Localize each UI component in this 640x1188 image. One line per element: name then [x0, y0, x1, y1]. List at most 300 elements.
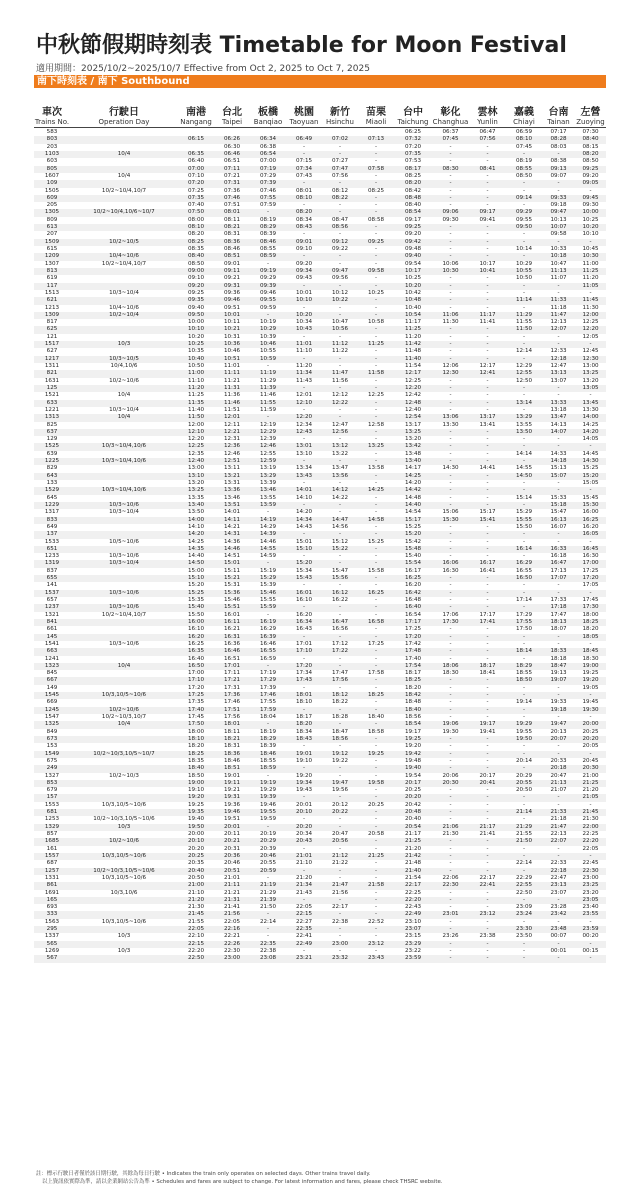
cell-tainan: -	[557, 640, 560, 647]
cell-yunlin: -	[486, 275, 489, 282]
cell-banqiao: 15:29	[259, 575, 277, 582]
cell-taipei: 08:11	[223, 216, 241, 223]
cell-zuoying: 12:05	[582, 333, 599, 340]
cell-taoyuan: 18:43	[295, 735, 313, 742]
cell-taoyuan: 17:01	[295, 640, 313, 647]
cell-banqiao: 18:46	[259, 750, 277, 757]
cell-tainan: 18:18	[550, 655, 567, 662]
cell-taoyuan: 13:10	[295, 450, 313, 457]
cell-miaoli: -	[374, 253, 378, 260]
cell-banqiao: 07:59	[259, 202, 277, 209]
cell-changhua: -	[449, 940, 452, 947]
cell-taipei: 18:36	[223, 750, 241, 757]
cell-tainan: -	[557, 180, 560, 187]
cell-operation-day: 10/3~10/6	[109, 640, 139, 647]
cell-tainan: -	[557, 282, 560, 289]
table-row	[34, 846, 606, 853]
cell-nangang: 11:10	[187, 377, 205, 384]
cell-taipei: 14:31	[223, 531, 241, 538]
cell-nangang: 11:40	[187, 406, 205, 413]
cell-miaoli: -	[374, 260, 378, 267]
cell-chiayi: 09:29	[515, 209, 533, 216]
cell-yunlin: 16:17	[479, 560, 496, 567]
cell-miaoli: -	[374, 458, 378, 465]
cell-taipei: 08:31	[223, 231, 241, 238]
cell-chiayi: -	[522, 304, 526, 311]
cell-operation-day: 10/2~10/4,10/7	[101, 611, 147, 618]
cell-train-no: 1229	[44, 501, 60, 508]
cell-nangang: 21:45	[187, 911, 205, 918]
cell-chiayi: -	[522, 187, 526, 194]
cell-nangang: 07:50	[187, 209, 205, 216]
cell-banqiao: 14:19	[259, 516, 277, 523]
cell-changhua: 12:06	[442, 363, 459, 369]
cell-taipei: 09:51	[223, 304, 241, 311]
cell-yunlin: -	[486, 348, 489, 355]
cell-train-no: 1685	[44, 838, 60, 845]
cell-operation-day: 10/2~10/4	[109, 311, 139, 318]
cell-miaoli: -	[374, 904, 378, 911]
cell-train-no: 645	[46, 494, 58, 501]
cell-zuoying: 08:20	[582, 150, 599, 157]
cell-taipei: 19:46	[223, 809, 241, 816]
cell-nangang: 22:50	[187, 955, 205, 962]
cell-taipei: 21:56	[223, 911, 241, 918]
table-row	[34, 495, 606, 502]
cell-nangang: 16:25	[187, 640, 205, 647]
cell-banqiao: 09:39	[259, 282, 277, 289]
cell-changhua: -	[449, 538, 452, 545]
cell-operation-day: 10/3~10/4,10/6	[101, 443, 147, 450]
cell-taipei: 13:31	[223, 480, 241, 486]
cell-taichung: 11:25	[404, 326, 422, 333]
cell-changhua: -	[449, 896, 452, 903]
cell-zuoying: 19:00	[582, 662, 599, 669]
table-row	[34, 546, 606, 553]
cell-changhua: -	[449, 231, 452, 238]
cell-taoyuan: -	[302, 436, 306, 443]
cell-banqiao: 19:46	[259, 801, 277, 808]
cell-changhua: -	[449, 428, 452, 435]
cell-chiayi: 16:14	[515, 545, 533, 552]
header-train-no-en: Trains No.	[34, 118, 70, 126]
table-row	[34, 948, 606, 955]
table-row	[34, 531, 606, 538]
cell-taichung: 22:43	[404, 904, 422, 911]
cell-yunlin: -	[486, 684, 489, 691]
cell-chiayi: 10:55	[515, 267, 533, 274]
cell-tainan: -	[557, 487, 560, 494]
cell-changhua: 19:06	[442, 721, 459, 728]
cell-tainan: 13:18	[550, 406, 567, 413]
cell-taipei: 13:46	[223, 494, 241, 501]
cell-changhua: -	[449, 735, 452, 742]
header-taoyuan	[286, 107, 322, 127]
cell-taipei: 21:41	[223, 904, 241, 911]
cell-yunlin: -	[486, 852, 489, 859]
cell-zuoying: 19:05	[582, 684, 599, 691]
cell-taoyuan: 14:43	[295, 523, 313, 530]
cell-zuoying: 00:15	[582, 948, 599, 954]
cell-train-no: 667	[46, 677, 58, 684]
cell-taoyuan: -	[302, 794, 306, 801]
header-miaoli-zh: 苗栗	[366, 107, 386, 118]
cell-miaoli: 19:58	[367, 779, 385, 786]
cell-chiayi: 20:55	[515, 779, 533, 786]
cell-tainan: 19:47	[550, 721, 567, 728]
cell-train-no: 157	[46, 794, 58, 801]
cell-banqiao: 21:29	[259, 889, 277, 896]
cell-train-no: 109	[46, 180, 58, 187]
cell-yunlin: -	[486, 692, 489, 699]
cell-banqiao: -	[266, 414, 270, 421]
cell-nangang: 18:35	[187, 757, 205, 764]
cell-nangang: 14:35	[187, 545, 205, 552]
cell-nangang: 20:50	[187, 874, 205, 881]
cell-taichung: 19:20	[404, 743, 422, 750]
cell-banqiao: 08:55	[259, 246, 277, 252]
cell-miaoli: -	[374, 765, 378, 772]
cell-zuoying: 08:50	[582, 158, 599, 165]
cell-zuoying: 15:45	[582, 494, 599, 501]
header-yunlin-en: Yunlin	[477, 118, 498, 126]
cell-yunlin: 23:38	[479, 933, 496, 940]
cell-zuoying: 10:45	[582, 246, 599, 252]
cell-miaoli: -	[374, 509, 378, 516]
cell-taichung: 17:48	[404, 648, 422, 655]
cell-chiayi: 08:19	[515, 158, 533, 165]
header-yunlin	[469, 107, 506, 127]
cell-zuoying: 21:45	[582, 809, 599, 816]
cell-train-no: 1327	[44, 772, 60, 779]
cell-train-no: 651	[46, 545, 58, 552]
cell-train-no: 1513	[44, 289, 60, 296]
cell-chiayi: -	[522, 392, 526, 399]
cell-tainan: 09:13	[550, 165, 567, 172]
cell-changhua: -	[449, 450, 452, 457]
cell-taoyuan: 19:34	[295, 779, 313, 786]
table-row	[34, 707, 606, 714]
header-tainan-zh: 台南	[548, 107, 569, 118]
cell-hsinchu: 12:56	[331, 428, 349, 435]
cell-train-no: 615	[46, 246, 58, 252]
cell-banqiao: 12:55	[259, 450, 277, 457]
cell-taipei: 17:51	[223, 706, 241, 713]
cell-chiayi: -	[522, 355, 526, 362]
cell-miaoli: -	[374, 611, 378, 618]
cell-chiayi: 08:50	[515, 172, 533, 179]
cell-changhua: -	[449, 816, 452, 823]
cell-yunlin: 18:17	[479, 662, 496, 669]
cell-taichung: 18:54	[404, 721, 422, 728]
table-row	[34, 685, 606, 692]
cell-train-no: 145	[46, 633, 58, 640]
cell-nangang: 21:00	[187, 882, 205, 889]
cell-operation-day: 10/3~10/6	[109, 501, 139, 508]
cell-hsinchu: 15:47	[331, 567, 349, 574]
cell-hsinchu: 19:22	[331, 757, 349, 764]
cell-taichung: 20:48	[404, 809, 422, 816]
cell-chiayi: 12:55	[515, 370, 533, 377]
cell-chiayi: 11:14	[515, 297, 533, 304]
cell-taipei: 07:21	[223, 172, 241, 179]
cell-taoyuan: 12:01	[295, 392, 313, 399]
cell-changhua: -	[449, 750, 452, 757]
cell-train-no: 1253	[44, 816, 60, 823]
cell-taichung: 16:20	[404, 582, 422, 589]
cell-nangang: 22:10	[187, 933, 205, 940]
cell-tainan: 11:07	[550, 275, 567, 282]
cell-operation-day: 10/3	[117, 341, 131, 348]
cell-chiayi: 13:50	[515, 428, 533, 435]
cell-miaoli: -	[374, 143, 378, 150]
table-row	[34, 612, 606, 619]
cell-zuoying: 10:30	[582, 253, 599, 260]
cell-operation-day: 10/3~10/6	[109, 604, 139, 611]
cell-tainan: -	[557, 392, 560, 399]
cell-banqiao: 10:39	[259, 333, 277, 340]
header-operation-day-zh: 行駛日	[109, 107, 139, 118]
cell-taipei: 17:01	[223, 662, 241, 669]
cell-train-no: 153	[46, 743, 58, 750]
cell-banqiao: 19:55	[259, 809, 277, 816]
cell-hsinchu: 10:22	[331, 297, 349, 304]
cell-yunlin: -	[486, 158, 489, 165]
cell-banqiao: 07:55	[259, 194, 277, 201]
cell-tainan: 20:13	[550, 728, 567, 735]
cell-yunlin: 12:41	[479, 370, 496, 377]
cell-miaoli: -	[374, 684, 378, 691]
cell-miaoli: 15:25	[367, 538, 385, 545]
cell-train-no: 149	[46, 684, 58, 691]
cell-nangang: 09:40	[187, 304, 205, 311]
cell-yunlin: -	[486, 582, 489, 589]
cell-tainan: 13:33	[550, 399, 567, 406]
table-row	[34, 868, 606, 875]
cell-banqiao: 11:59	[259, 406, 277, 413]
cell-zuoying: -	[589, 750, 592, 757]
cell-nangang: 07:10	[187, 172, 205, 179]
cell-hsinchu: 17:22	[331, 648, 349, 655]
cell-miaoli: -	[374, 494, 378, 501]
cell-taoyuan: -	[302, 355, 306, 362]
cell-taichung: 10:40	[404, 304, 422, 311]
cell-tainan: 17:47	[550, 611, 567, 618]
cell-yunlin: -	[486, 889, 489, 896]
cell-yunlin: -	[486, 333, 489, 340]
cell-yunlin: -	[486, 655, 489, 662]
cell-nangang: 17:40	[187, 706, 205, 713]
cell-taichung: 21:42	[404, 852, 422, 859]
cell-train-no: 1549	[44, 750, 60, 757]
cell-taoyuan: -	[302, 948, 306, 954]
cell-taipei: 17:56	[223, 714, 241, 720]
table-row	[34, 290, 606, 297]
cell-yunlin: -	[486, 443, 489, 450]
cell-miaoli: -	[374, 304, 378, 311]
cell-zuoying: -	[589, 392, 592, 399]
cell-changhua: -	[449, 443, 452, 450]
header-chiayi-en: Chiayi	[513, 118, 535, 126]
cell-changhua: -	[449, 692, 452, 699]
cell-banqiao: 20:55	[259, 860, 277, 867]
cell-hsinchu: -	[338, 355, 342, 362]
table-row	[34, 422, 606, 429]
cell-miaoli: -	[374, 575, 378, 582]
cell-taoyuan: -	[302, 582, 306, 589]
table-row	[34, 180, 606, 187]
cell-changhua: 11:30	[442, 319, 459, 326]
cell-taoyuan: 10:43	[295, 326, 313, 333]
cell-miaoli: 12:58	[367, 421, 385, 428]
cell-yunlin: -	[486, 801, 489, 808]
cell-taipei: 13:11	[223, 465, 241, 472]
cell-zuoying: 14:00	[582, 414, 599, 421]
cell-nangang: 21:20	[187, 896, 205, 903]
cell-miaoli: -	[374, 406, 378, 413]
cell-zuoying: 13:00	[582, 363, 599, 369]
cell-tainan: 23:48	[550, 926, 567, 933]
cell-banqiao: 08:46	[259, 238, 277, 245]
cell-hsinchu: 11:56	[331, 377, 349, 384]
cell-taoyuan: 14:01	[295, 487, 313, 494]
cell-miaoli: 20:58	[367, 831, 385, 837]
cell-tainan: -	[557, 852, 560, 859]
header-banqiao	[250, 107, 286, 127]
cell-miaoli: -	[374, 823, 378, 830]
cell-hsinchu: 10:56	[331, 326, 349, 333]
cell-taichung: 10:54	[404, 311, 422, 318]
cell-banqiao: -	[266, 260, 270, 267]
cell-taichung: 15:48	[404, 545, 422, 552]
cell-zuoying: -	[589, 187, 592, 194]
cell-taichung: 09:48	[404, 246, 422, 252]
cell-banqiao: 08:59	[259, 253, 277, 260]
cell-chiayi: 18:29	[515, 662, 533, 669]
table-row	[34, 604, 606, 611]
header-tainan	[542, 107, 575, 127]
cell-zuoying: 17:30	[582, 604, 599, 611]
cell-tainan: -	[557, 538, 560, 545]
cell-taoyuan: 15:43	[295, 575, 313, 582]
cell-banqiao: 23:08	[259, 955, 277, 962]
cell-changhua: -	[449, 297, 452, 304]
cell-chiayi: -	[522, 150, 526, 157]
table-row	[34, 224, 606, 231]
cell-nangang: 06:40	[187, 158, 205, 165]
cell-train-no: 805	[46, 165, 58, 172]
cell-taipei: 14:11	[223, 516, 241, 523]
cell-banqiao: -	[266, 311, 270, 318]
cell-yunlin: -	[486, 143, 489, 150]
cell-tainan: 22:18	[550, 867, 567, 874]
cell-hsinchu: 14:56	[331, 523, 349, 530]
cell-changhua: -	[449, 918, 452, 925]
cell-taoyuan: 11:20	[295, 363, 313, 369]
cell-yunlin: -	[486, 501, 489, 508]
cell-train-no: 1233	[44, 553, 60, 560]
cell-tainan: -	[557, 955, 560, 962]
table-row	[34, 451, 606, 458]
cell-zuoying: 12:00	[582, 311, 599, 318]
cell-taipei: 14:21	[223, 523, 241, 530]
cell-hsinchu: -	[338, 933, 342, 940]
header-hsinchu	[322, 107, 358, 127]
cell-yunlin: -	[486, 458, 489, 465]
cell-operation-day: 10/4~10/6	[109, 304, 139, 311]
cell-chiayi: 15:14	[515, 494, 533, 501]
cell-nangang: 13:10	[187, 472, 205, 479]
cell-taichung: 08:20	[404, 180, 422, 187]
cell-hsinchu: -	[338, 231, 342, 238]
cell-taipei: 11:11	[223, 370, 241, 377]
cell-taipei: 09:21	[223, 275, 241, 282]
cell-hsinchu: -	[338, 553, 342, 560]
cell-hsinchu: 22:38	[331, 918, 349, 925]
cell-taipei: 22:05	[223, 918, 241, 925]
header-changhua-zh: 彰化	[440, 107, 461, 118]
cell-taichung: 19:25	[404, 735, 422, 742]
cell-tainan: -	[557, 801, 560, 808]
cell-changhua: 21:30	[442, 831, 459, 837]
cell-changhua: -	[449, 406, 452, 413]
cell-train-no: 1323	[44, 662, 60, 669]
cell-taipei: 08:01	[223, 209, 241, 216]
cell-taipei: 06:46	[223, 150, 241, 157]
cell-hsinchu: 07:27	[331, 158, 349, 165]
cell-train-no: 1547	[44, 714, 60, 720]
cell-nangang: 12:35	[187, 450, 205, 457]
cell-chiayi: 15:55	[515, 516, 533, 523]
cell-hsinchu: -	[338, 926, 342, 933]
header-tainan-en: Tainan	[547, 118, 570, 126]
cell-tainan: 20:47	[550, 772, 567, 779]
cell-nangang: 21:10	[187, 889, 205, 896]
cell-tainan: 15:18	[550, 501, 567, 508]
cell-tainan: 08:28	[550, 136, 567, 143]
cell-yunlin: -	[486, 399, 489, 406]
cell-yunlin: -	[486, 538, 489, 545]
cell-yunlin: 19:41	[479, 728, 496, 735]
cell-taichung: 11:20	[404, 333, 422, 340]
cell-zuoying: 09:30	[582, 202, 599, 209]
cell-yunlin: -	[486, 714, 489, 720]
cell-train-no: 1325	[44, 721, 60, 728]
table-row	[34, 634, 606, 641]
cell-changhua: -	[449, 684, 452, 691]
cell-miaoli: -	[374, 845, 378, 852]
cell-operation-day: 10/3,10/6	[110, 889, 138, 896]
cell-changhua: -	[449, 377, 452, 384]
cell-banqiao: -	[266, 509, 270, 516]
cell-taipei: 10:31	[223, 333, 241, 340]
cell-miaoli: 18:25	[367, 692, 385, 699]
cell-banqiao: 10:59	[259, 355, 277, 362]
cell-taoyuan: 21:10	[295, 860, 313, 867]
cell-tainan: 09:07	[550, 172, 567, 179]
cell-operation-day: 10/3	[117, 823, 131, 830]
header-zuoying	[575, 107, 606, 127]
cell-taoyuan: 12:43	[295, 428, 313, 435]
cell-nangang: 15:40	[187, 604, 205, 611]
cell-zuoying: 17:25	[582, 567, 599, 574]
cell-yunlin: 23:12	[479, 911, 496, 918]
cell-taipei: 08:46	[223, 246, 241, 252]
cell-taoyuan: 22:05	[295, 904, 313, 911]
cell-taipei: 12:36	[223, 443, 241, 450]
cell-chiayi: -	[522, 794, 526, 801]
header-nangang-en: Nangang	[180, 118, 212, 126]
